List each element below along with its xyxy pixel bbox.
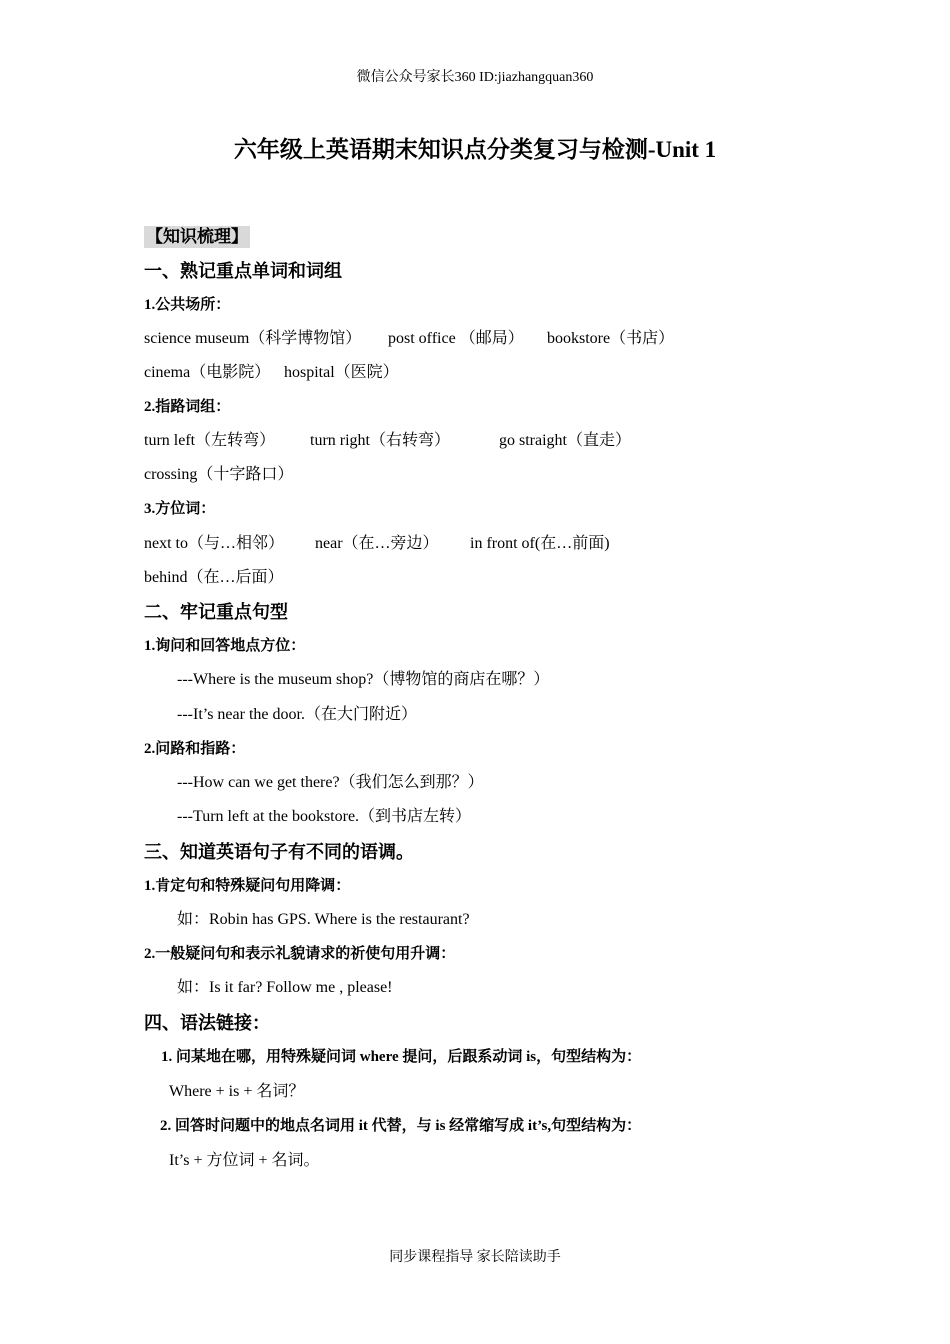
footer-note: 同步课程指导 家长陪读助手 xyxy=(389,1250,561,1265)
example-line: 如：Is it far? Follow me , please! xyxy=(177,979,393,996)
header-note: 微信公众号家长360 ID:jiazhangquan360 xyxy=(356,70,594,85)
part4-item2-label: 2. 回答时问题中的地点名词用 it 代替，与 is 经常缩写成 it’s,句型结构为： xyxy=(160,1118,642,1134)
vocab-item: cinema（电影院） xyxy=(144,364,271,381)
vocab-item: science museum（科学博物馆） xyxy=(144,330,362,347)
part3-heading: 三、知道英语句子有不同的语调。 xyxy=(144,842,414,862)
section-tag: 【知识梳理】 xyxy=(146,227,248,246)
part1-heading: 一、熟记重点单词和词组 xyxy=(144,261,342,281)
part4-item1-label: 1. 问某地在哪，用特殊疑问词 where 提问，后跟系动词 is，句型结构为： xyxy=(161,1049,642,1065)
vocab-item: crossing（十字路口） xyxy=(144,466,294,483)
part1-sub1-label: 1.公共场所： xyxy=(144,297,231,313)
formula-line: It’s + 方位词 + 名词。 xyxy=(169,1152,320,1169)
sentence-line: ---How can we get there?（我们怎么到那？） xyxy=(177,774,484,791)
page-title: 六年级上英语期末知识点分类复习与检测-Unit 1 xyxy=(233,137,717,162)
vocab-item: go straight（直走） xyxy=(499,432,631,449)
part4-heading: 四、语法链接： xyxy=(144,1013,270,1033)
part3-sub2-label: 2.一般疑问句和表示礼貌请求的祈使句用升调： xyxy=(144,946,456,962)
vocab-item: turn right（右转弯） xyxy=(310,432,450,449)
example-line: 如：Robin has GPS. Where is the restaurant? xyxy=(177,911,470,928)
sentence-line: ---Turn left at the bookstore.（到书店左转） xyxy=(177,808,472,825)
part3-sub1-label: 1.肯定句和特殊疑问句用降调： xyxy=(144,878,351,894)
part2-sub1-label: 1.询问和回答地点方位： xyxy=(144,638,306,654)
vocab-item: near（在…旁边） xyxy=(315,535,439,552)
formula-line: Where + is + 名词？ xyxy=(169,1083,305,1100)
vocab-item: hospital（医院） xyxy=(284,364,399,381)
part1-sub3-label: 3.方位词： xyxy=(144,501,216,517)
part2-heading: 二、牢记重点句型 xyxy=(144,602,288,622)
vocab-item: next to（与…相邻） xyxy=(144,535,284,552)
vocab-item: turn left（左转弯） xyxy=(144,432,276,449)
vocab-item: in front of(在…前面) xyxy=(470,535,610,552)
vocab-item: behind（在…后面） xyxy=(144,569,284,586)
vocab-item: bookstore（书店） xyxy=(547,330,675,347)
sentence-line: ---It’s near the door.（在大门附近） xyxy=(177,706,417,723)
vocab-item: post office （邮局） xyxy=(388,330,524,347)
sentence-line: ---Where is the museum shop?（博物馆的商店在哪？） xyxy=(177,671,550,688)
part1-sub2-label: 2.指路词组： xyxy=(144,399,231,415)
part2-sub2-label: 2.问路和指路： xyxy=(144,741,246,757)
